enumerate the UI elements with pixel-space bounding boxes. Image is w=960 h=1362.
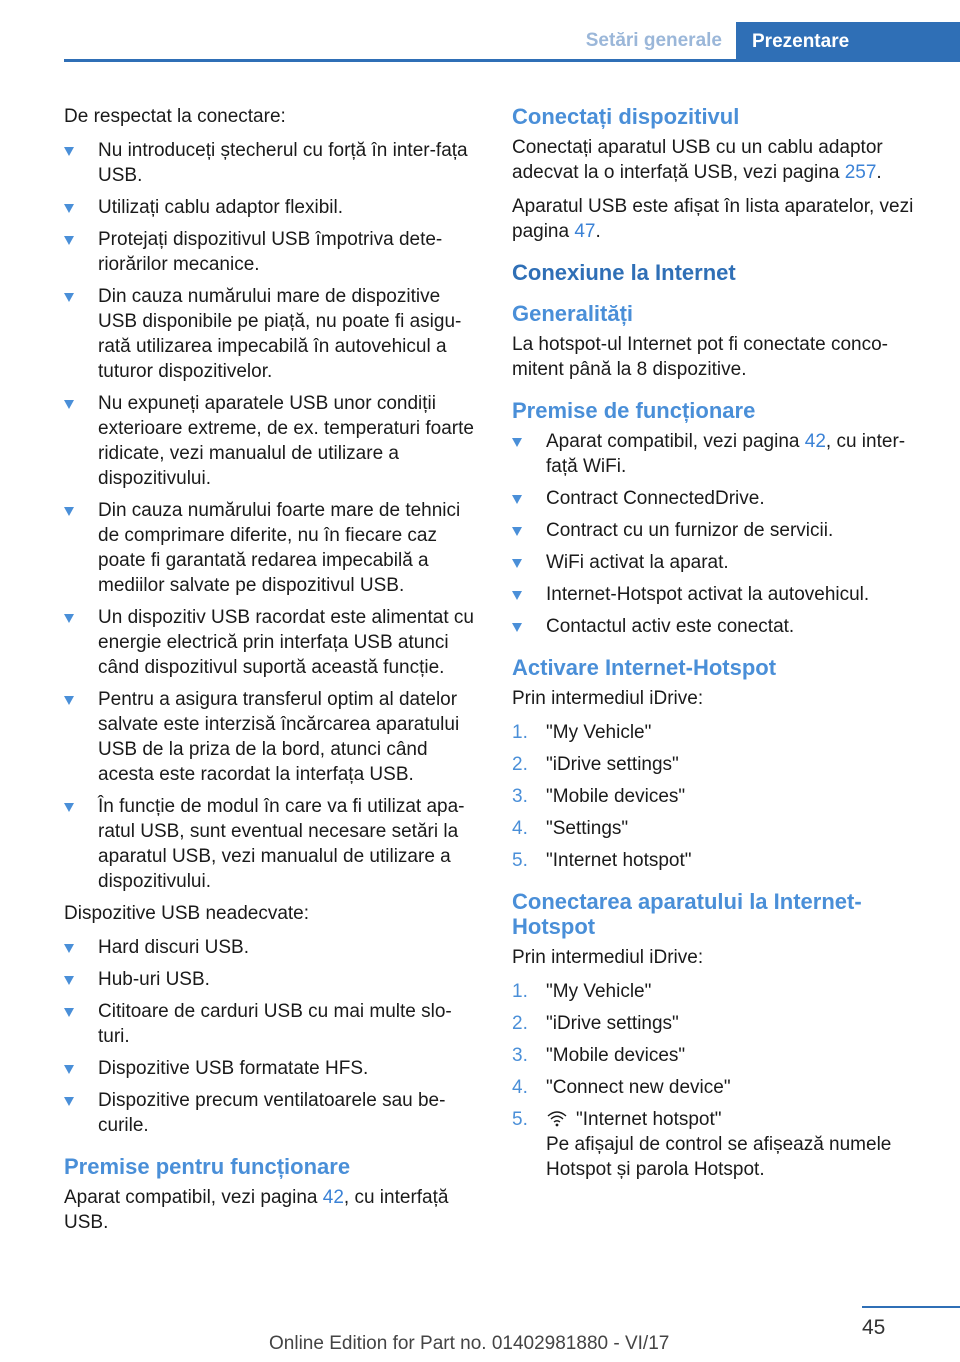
list-item: Hard discuri USB. — [64, 935, 482, 960]
triangle-bullet-icon — [64, 696, 74, 705]
connect-to-hotspot-intro: Prin intermediul iDrive: — [512, 947, 704, 968]
page-header — [0, 0, 960, 62]
list-item: 5. "Internet hotspot" — [512, 850, 692, 871]
page-link[interactable]: 42 — [322, 1187, 344, 1208]
list-item: 4. "Connect new device" — [512, 1077, 731, 1098]
list-item: WiFi activat la aparat. — [512, 550, 932, 575]
triangle-bullet-icon — [64, 507, 74, 516]
connect-to-hotspot-steps — [512, 979, 932, 1182]
activate-hotspot-steps — [512, 720, 932, 873]
list-item: 5. "Internet hotspot" Pe afișajul de control se afișează numele Hotspot și parola Hotspot. — [512, 1109, 892, 1180]
activate-hotspot-intro: Prin intermediul iDrive: — [512, 688, 704, 709]
list-item: Dispozitive USB formatate HFS. — [64, 1056, 482, 1081]
page-link[interactable]: 42 — [804, 431, 826, 452]
triangle-bullet-icon — [64, 1008, 74, 1017]
triangle-bullet-icon — [512, 559, 522, 568]
list-item: Din cauza numărului foarte mare de tehnici de comprimare diferite, nu în fiecare caz poate fi garantată redarea impecabilă a mediilor salvate pe dispozitivul USB. — [64, 498, 482, 598]
list-item: Dispozitive precum ventilatoarele sau be‐curile. — [64, 1088, 482, 1138]
general-text: La hotspot-ul Internet pot fi conectate conco‐mitent până la 8 dispozitive. — [512, 334, 889, 380]
list-item: Un dispozitiv USB racordat este alimentat cu energie electrică prin interfața USB atunci când dispozitivul suportă această funcție. — [64, 605, 482, 680]
list-item: Pentru a asigura transferul optim al datelor salvate este interzisă încărcarea aparatului USB de la priza de la bord, atunci când acesta este racordat la interfața USB. — [64, 687, 482, 787]
page-link[interactable]: 257 — [844, 162, 877, 183]
triangle-bullet-icon — [64, 1065, 74, 1074]
list-item: Cititoare de carduri USB cu mai multe slo‐turi. — [64, 999, 482, 1049]
connection-intro: De respectat la conectare: — [64, 106, 286, 127]
general-heading: Generalități — [512, 301, 634, 326]
operating-requirements-heading: Premise de funcționare — [512, 398, 756, 423]
triangle-bullet-icon — [64, 803, 74, 812]
requirements-heading: Premise pentru funcționare — [64, 1154, 351, 1179]
list-item: Hub-uri USB. — [64, 967, 482, 992]
operating-requirements-list — [512, 429, 932, 639]
triangle-bullet-icon — [64, 614, 74, 623]
triangle-bullet-icon — [64, 293, 74, 302]
page-link[interactable]: 47 — [574, 221, 596, 242]
list-item: 3. "Mobile devices" — [512, 1045, 686, 1066]
triangle-bullet-icon — [512, 623, 522, 632]
device-list-text: Aparatul USB este afișat în lista aparatelor, vezi pagina 47. — [512, 196, 914, 242]
triangle-bullet-icon — [64, 400, 74, 409]
list-item: 2. "iDrive settings" — [512, 754, 679, 775]
triangle-bullet-icon — [64, 236, 74, 245]
connection-notes-list — [64, 138, 482, 894]
list-item: În funcție de modul în care va fi utilizat apa‐ratul USB, sunt eventual necesare setări la aparatul USB, vezi manualul de utilizare a dispozitivului. — [64, 794, 482, 894]
header-rule — [64, 59, 960, 62]
triangle-bullet-icon — [64, 1097, 74, 1106]
triangle-bullet-icon — [64, 204, 74, 213]
edition-footer: Online Edition for Part no. 01402981880 - VI/17 — [269, 1333, 670, 1354]
list-item: Din cauza numărului mare de dispozitive USB disponibile pe piață, nu poate fi asigu‐rată utilizarea impecabilă în autovehicul a tuturor dispozitivelor. — [64, 284, 482, 384]
list-item: 1. "My Vehicle" — [512, 981, 652, 1002]
connect-device-text: Conectați aparatul USB cu un cablu adaptor adecvat la o interfață USB, vezi pagina 257. — [512, 137, 883, 183]
header-section-title: Setări generale — [585, 30, 722, 51]
list-item: Utilizați cablu adaptor flexibil. — [64, 195, 482, 220]
connect-to-hotspot-heading: Conectarea aparatului la Internet-Hotspot — [512, 889, 862, 939]
step-note: Pe afișajul de control se afișează numele Hotspot și parola Hotspot. — [546, 1134, 892, 1180]
triangle-bullet-icon — [64, 147, 74, 156]
triangle-bullet-icon — [512, 438, 522, 447]
activate-hotspot-heading: Activare Internet-Hotspot — [512, 655, 777, 680]
internet-connection-heading: Conexiune la Internet — [512, 260, 736, 285]
list-item: Internet-Hotspot activat la autovehicul. — [512, 582, 932, 607]
list-item: Protejați dispozitivul USB împotriva dete‐riorărilor mecanice. — [64, 227, 482, 277]
wifi-icon — [546, 1109, 568, 1127]
list-item: Nu expuneți aparatele USB unor condiții exterioare extreme, de ex. temperaturi foarte ridicate, vezi manualul de utilizare a dispozitivului. — [64, 391, 482, 491]
triangle-bullet-icon — [512, 495, 522, 504]
right-column — [512, 104, 932, 1189]
requirements-text: Aparat compatibil, vezi pagina 42, cu interfață USB. — [64, 1187, 449, 1233]
unsuitable-devices-intro: Dispozitive USB neadecvate: — [64, 903, 310, 924]
page-number: 45 — [862, 1316, 886, 1339]
list-item: 3. "Mobile devices" — [512, 786, 686, 807]
unsuitable-devices-list — [64, 935, 482, 1138]
list-item: Contract cu un furnizor de servicii. — [512, 518, 932, 543]
triangle-bullet-icon — [512, 591, 522, 600]
triangle-bullet-icon — [512, 527, 522, 536]
left-column — [64, 104, 482, 1244]
list-item: 2. "iDrive settings" — [512, 1013, 679, 1034]
list-item: Contract ConnectedDrive. — [512, 486, 932, 511]
list-item: Aparat compatibil, vezi pagina 42, cu inter‐față WiFi. — [512, 429, 932, 479]
list-item: Nu introduceți ștecherul cu forță în inter‐fața USB. — [64, 138, 482, 188]
list-item: 1. "My Vehicle" — [512, 722, 652, 743]
list-item: 4. "Settings" — [512, 818, 629, 839]
triangle-bullet-icon — [64, 944, 74, 953]
list-item: Contactul activ este conectat. — [512, 614, 932, 639]
footer-rule — [862, 1306, 960, 1308]
header-chapter-tab: Prezentare — [736, 22, 960, 62]
connect-device-heading: Conectați dispozitivul — [512, 104, 740, 129]
triangle-bullet-icon — [64, 976, 74, 985]
